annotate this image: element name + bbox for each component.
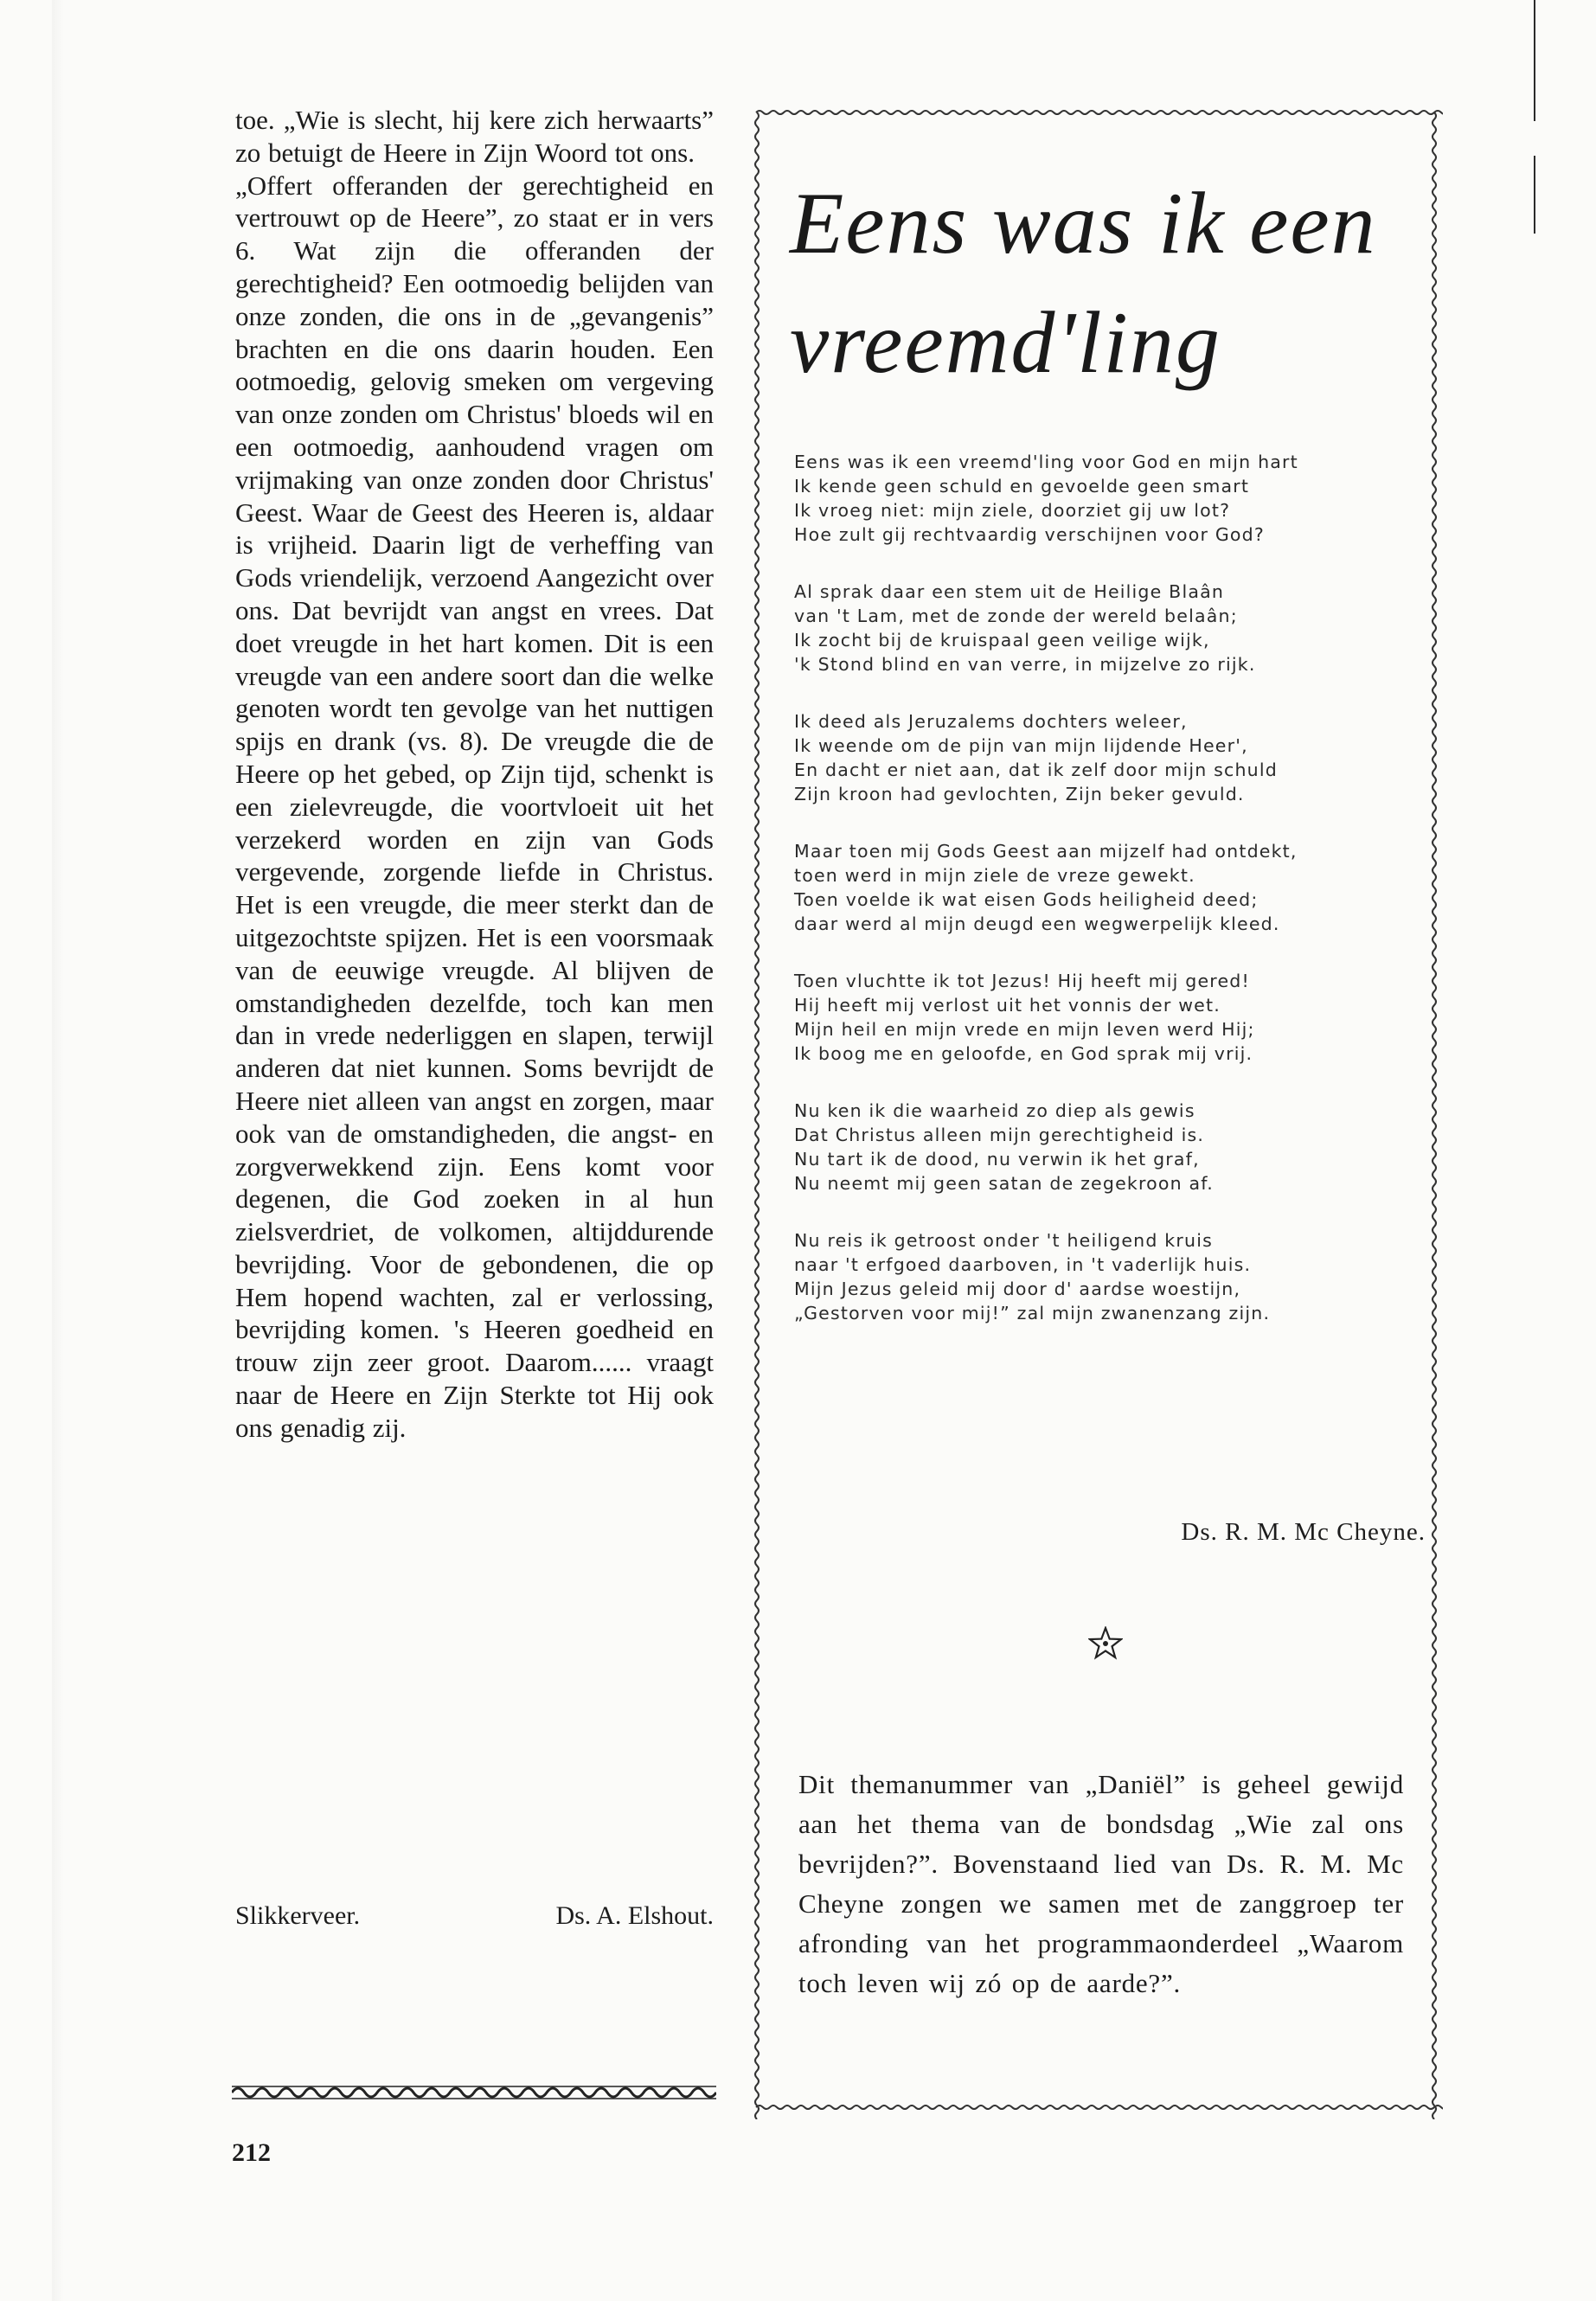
- poem-line: Nu ken ik die waarheid zo diep als gewis: [794, 1100, 1195, 1121]
- poem-line: Toen vluchtte ik tot Jezus! Hij heeft mij gered!: [794, 971, 1250, 991]
- poem-body: [794, 450, 1417, 1358]
- poem-stanza: [794, 1228, 1417, 1325]
- poem-line: Hij heeft mij verlost uit het vonnis der wet.: [794, 995, 1221, 1016]
- poem-line: Zijn kroon had gevlochten, Zijn beker gevuld.: [794, 784, 1245, 804]
- sermon-paragraph: toe. „Wie is slecht, hij kere zich herwaarts” zo betuigt de Heere in Zijn Woord tot ons.: [235, 105, 714, 168]
- poem-line: Maar toen mij Gods Geest aan mijzelf had ontdekt,: [794, 841, 1298, 862]
- poem-stanza: [794, 1099, 1417, 1195]
- poem-title-line: Eens was ik een: [790, 175, 1377, 272]
- issue-note: [798, 1765, 1404, 2003]
- scan-edge-line-lower: [1534, 156, 1535, 234]
- poem-line: Nu neemt mij geen satan de zegekroon af.: [794, 1173, 1214, 1194]
- issue-note-text: Dit themanummer van „Daniël” is geheel gewijd aan het thema van de bondsdag „Wie zal ons bevrijden?”. Bovenstaand lied van Ds. R. M. Mc Cheyne zongen we samen met de zanggroep ter afronding van het programmaonderdeel „Waarom toch leven wij zó op de aarde?”.: [798, 1769, 1404, 1998]
- poem-line: van 't Lam, met de zonde der wereld belaân;: [794, 606, 1238, 626]
- poem-line: Ik vroeg niet: mijn ziele, doorziet gij uw lot?: [794, 500, 1231, 521]
- poem-stanza: [794, 969, 1417, 1066]
- ornamental-rule-icon: [232, 2083, 716, 2102]
- signature-author: Ds. A. Elshout.: [555, 1901, 714, 1930]
- page-number: 212: [232, 2138, 271, 2167]
- poem-line: Ik deed als Jeruzalems dochters weleer,: [794, 711, 1188, 732]
- sermon-column: [235, 104, 714, 1445]
- poem-line: Toen voelde ik wat eisen Gods heiligheid deed;: [794, 889, 1259, 910]
- poem-line: Al sprak daar een stem uit de Heilige Blaân: [794, 581, 1225, 602]
- poem-stanza: [794, 450, 1417, 547]
- poem-line: Mijn heil en mijn vrede en mijn leven werd Hij;: [794, 1019, 1255, 1040]
- poem-line: Dat Christus alleen mijn gerechtigheid is.: [794, 1125, 1205, 1145]
- sermon-paragraph: „Offert offeranden der gerechtigheid en vertrouwt op de Heere”, zo staat er in vers 6. Wat zijn die offeranden der gerechtigheid? Een ootmoedig belijden van onze zonden, die ons in de „gevangenis” brachten en die ons daarin houden. Een ootmoedig, gelovig smeken om vergeving van onze zonden om Christus' bloeds wil en een ootmoedig, aanhoudend vragen om vrijmaking van onze zonden door Christus' Geest. Waar de Geest des Heeren is, aldaar is vrijheid. Daarin ligt de verheffing van Gods vriendelijk, verzoend Aangezicht over ons. Dat bevrijdt van angst en vrees. Dat doet vreugde in het hart komen. Dit is een vreugde van een andere soort dan die welke genoten wordt ten gevolge van het nuttigen spijs en drank (vs. 8). De vreugde die de Heere op het gebed, op Zijn tijd, schenkt is een zielevreugde, die voortvloeit uit het verzekerd worden en zijn van Gods vergevende, zorgende liefde in Christus. Het is een vreugde, die meer sterkt dan de uitgezochtste spijzen. Het is een voorsmaak van de eeuwige vreugde. Al blijven de omstandigheden dezelfde, toch kan men dan in vrede nederliggen en slapen, terwijl anderen dat niet kunnen. Soms bevrijdt de Heere niet alleen van angst en zorgen, maar ook van de omstandigheden, die angst- en zorgverwekkend zijn. Eens komt voor degenen, die God zoeken in al hun zielsverdriet, de volkomen, altijddurende bevrijding. Voor de gebondenen, die op Hem hopend wachten, zal er verlossing, bevrijding komen. 's Heeren goedheid en trouw zijn zeer groot. Daarom...... vraagt naar de Heere en Zijn Sterkte tot Hij ook ons genadig zij.: [235, 170, 714, 1443]
- page-edge-shadow: [52, 0, 64, 2301]
- poem-stanza: [794, 709, 1417, 806]
- poem-line: En dacht er niet aan, dat ik zelf door mijn schuld: [794, 760, 1278, 780]
- poem-line: Ik boog me en geloofde, en God sprak mij vrij.: [794, 1043, 1253, 1064]
- poem-stanza: [794, 580, 1417, 676]
- poem-title-line: vreemd'ling: [790, 294, 1221, 392]
- sermon-signature: [235, 1901, 714, 1936]
- poem-line: Nu tart ik de dood, nu verwin ik het graf,: [794, 1149, 1200, 1170]
- poem-line: naar 't erfgoed daarboven, in 't vaderlijk huis.: [794, 1254, 1252, 1275]
- poem-line: Hoe zult gij rechtvaardig verschijnen voor God?: [794, 524, 1265, 545]
- poem-title: [790, 164, 1430, 403]
- poem-frame: [751, 104, 1443, 2119]
- sermon-text: [235, 104, 714, 1445]
- signature-place: Slikkerveer.: [235, 1901, 361, 1930]
- poem-line: Nu reis ik getroost onder 't heiligend kruis: [794, 1230, 1213, 1251]
- poem-author: Ds. R. M. Mc Cheyne.: [1181, 1518, 1426, 1546]
- poem-line: toen werd in mijn ziele de vreze gewekt.: [794, 865, 1195, 886]
- poem-line: Ik zocht bij de kruispaal geen veilige wijk,: [794, 630, 1210, 651]
- star-icon: [1088, 1626, 1123, 1661]
- poem-line: Eens was ik een vreemd'ling voor God en mijn hart: [794, 452, 1298, 472]
- poem-line: Mijn Jezus geleid mij door d' aardse woestijn,: [794, 1279, 1241, 1299]
- poem-line: „Gestorven voor mij!” zal mijn zwanenzang zijn.: [794, 1303, 1271, 1324]
- poem-stanza: [794, 839, 1417, 936]
- poem-line: 'k Stond blind en van verre, in mijzelve zo rijk.: [794, 654, 1256, 675]
- poem-line: Ik weende om de pijn van mijn lijdende Heer',: [794, 735, 1248, 756]
- scan-edge-line: [1534, 0, 1535, 121]
- poem-line: daar werd al mijn deugd een wegwerpelijk kleed.: [794, 913, 1280, 934]
- poem-line: Ik kende geen schuld en gevoelde geen smart: [794, 476, 1250, 497]
